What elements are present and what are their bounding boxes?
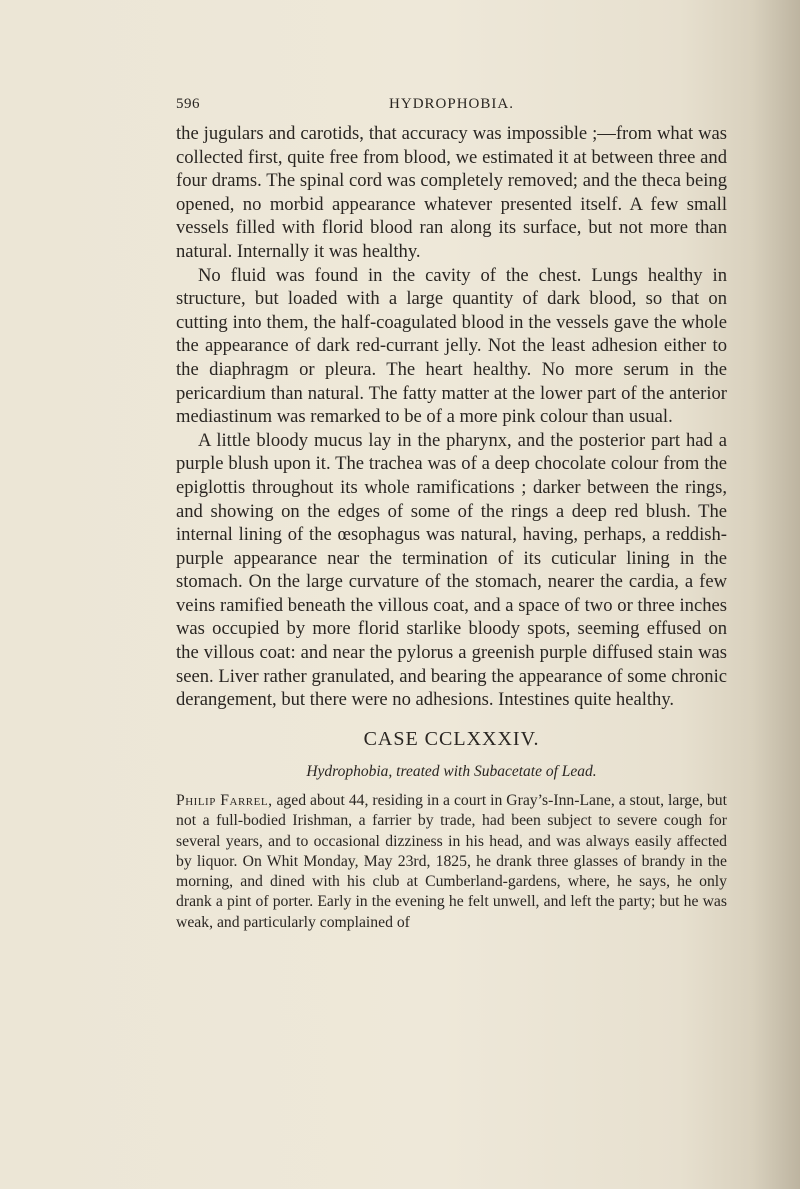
running-head: HYDROPHOBIA. <box>389 96 514 112</box>
case-title: CASE CCLXXXIV. <box>363 728 540 750</box>
case-paragraph <box>176 791 727 933</box>
page-header <box>176 96 727 120</box>
case-paragraph-body: aged about 44, residing in a court in Gray’s-Inn-Lane, a stout, large, but not a full-bodied Irishman, a farrier by trade, had been subject to severe cough for several years, and to occasional dizziness in his head, and was always easily affected by liquor. On Whit Monday, May 23rd, 1825, he drank three glasses of brandy in the morning, and dined with his club at Cumberland-gardens, where, he says, he only drank a pint of porter. Early in the evening he felt unwell, and left the party; but he was weak, and particularly complained of <box>176 792 727 931</box>
paragraph-3: A little bloody mucus lay in the pharynx, and the posterior part had a purple blush upon it. The trachea was of a deep chocolate colour from the epiglottis throughout its whole ramifications ; darker between the rings, and showing on the edges of some of the rings a deep red blush. The internal lining of the œsophagus was natural, having, perhaps, a reddish-purple appearance near the termination of its cuticular lining in the stomach. On the large curvature of the stomach, nearer the cardia, a few veins ramified beneath the villous coat, and a space of two or three inches was occupied by more florid starlike bloody spots, seeming effused on the villous coat: and near the pylorus a greenish purple diffused stain was seen. Liver rather granulated, and bearing the appearance of some chronic derangement, but there were no adhesions. Intestines quite healthy. <box>176 429 727 711</box>
case-text <box>176 791 727 933</box>
case-subtitle: Hydrophobia, treated with Subacetate of Lead. <box>306 763 597 780</box>
paragraph-1: the jugulars and carotids, that accuracy was impossible ;—from what was collected first, quite free from blood, we estimated it at between three and four drams. The spinal cord was completely removed; and the theca being opened, no morbid appearance whatever presented itself. A few small vessels filled with florid blood ran along its surface, but not more than natural. Internally it was healthy. <box>176 123 727 262</box>
patient-name: Philip Farrel, <box>176 792 273 809</box>
body-text <box>176 122 727 712</box>
page-number: 596 <box>176 96 200 112</box>
paragraph-2: No fluid was found in the cavity of the chest. Lungs healthy in structure, but loaded with a large quantity of dark blood, so that on cutting into them, the half-coagulated blood in the vessels gave the whole the appearance of dark red-currant jelly. Not the least adhesion either to the diaphragm or pleura. The heart healthy. No more serum in the pericardium than natural. The fatty matter at the lower part of the anterior mediastinum was remarked to be of a more pink colour than usual. <box>176 264 727 428</box>
